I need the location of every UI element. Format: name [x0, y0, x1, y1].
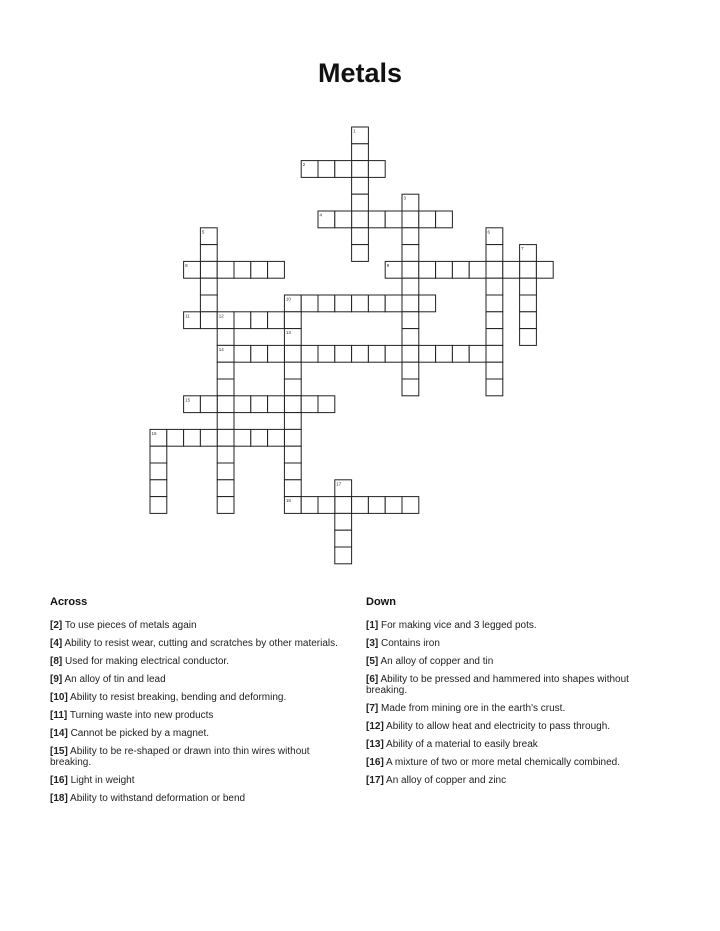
grid-cell[interactable] — [385, 497, 402, 514]
clue-text: An alloy of copper and zinc — [383, 775, 507, 786]
grid-cell[interactable] — [268, 312, 285, 329]
grid-cell[interactable] — [352, 211, 369, 228]
grid-cell[interactable] — [284, 379, 301, 396]
grid-cell[interactable] — [318, 295, 335, 312]
grid-cell[interactable] — [284, 429, 301, 446]
grid-cell[interactable] — [318, 161, 335, 178]
grid-cell[interactable] — [486, 379, 503, 396]
grid-cell[interactable] — [200, 396, 217, 413]
clue-number: [7] — [366, 703, 379, 714]
clue-number: [16] — [366, 757, 384, 768]
grid-cell[interactable] — [335, 211, 352, 228]
clue-number: [10] — [50, 692, 68, 703]
down-clue — [366, 674, 666, 696]
grid-cell[interactable] — [335, 513, 352, 530]
grid-cell[interactable] — [402, 312, 419, 329]
grid-cell[interactable] — [234, 429, 251, 446]
grid-cell[interactable] — [318, 396, 335, 413]
grid-cell[interactable] — [352, 228, 369, 245]
grid-cell[interactable] — [402, 211, 419, 228]
clue-number: [16] — [50, 775, 68, 786]
across-clue — [50, 674, 350, 685]
clue-text: An alloy of copper and tin — [378, 656, 494, 667]
clue-text: Ability to be pressed and hammered into shapes without breaking. — [366, 674, 629, 696]
grid-cell[interactable] — [368, 295, 385, 312]
grid-cell[interactable] — [150, 463, 167, 480]
grid-cell[interactable] — [284, 413, 301, 430]
clue-text: Ability to allow heat and electricity to pass through. — [383, 721, 611, 732]
grid-cell[interactable] — [335, 161, 352, 178]
grid-cell[interactable] — [251, 429, 268, 446]
grid-cell[interactable] — [184, 429, 201, 446]
grid-cell[interactable] — [335, 295, 352, 312]
grid-cell[interactable] — [217, 446, 234, 463]
clue-number-label: 13 — [285, 330, 291, 336]
grid-cell[interactable] — [402, 245, 419, 262]
grid-cell[interactable] — [436, 211, 453, 228]
grid-cell[interactable] — [217, 396, 234, 413]
clue-number: [5] — [366, 656, 379, 667]
grid-cell[interactable] — [419, 295, 436, 312]
grid-cell[interactable] — [469, 261, 486, 278]
grid-cell[interactable] — [402, 497, 419, 514]
grid-cell[interactable] — [486, 329, 503, 346]
grid-cell[interactable] — [251, 261, 268, 278]
grid-cell[interactable] — [402, 278, 419, 295]
grid-cell[interactable] — [200, 278, 217, 295]
grid-cell[interactable] — [268, 429, 285, 446]
grid-cell[interactable] — [234, 312, 251, 329]
grid-cell[interactable] — [268, 345, 285, 362]
clue-text: Ability of a material to easily break — [383, 739, 538, 750]
grid-cell[interactable] — [486, 261, 503, 278]
grid-cell[interactable] — [335, 345, 352, 362]
grid-cell[interactable] — [318, 345, 335, 362]
grid-cell[interactable] — [486, 345, 503, 362]
grid-cell[interactable] — [385, 295, 402, 312]
clue-number: [4] — [50, 638, 63, 649]
grid-cell[interactable] — [234, 345, 251, 362]
clue-number: [9] — [50, 674, 63, 685]
clue-text: Turning waste into new products — [67, 710, 214, 721]
across-clue — [50, 620, 350, 631]
grid-cell[interactable] — [200, 245, 217, 262]
grid-cell[interactable] — [520, 329, 537, 346]
down-clue — [366, 703, 666, 714]
clue-number: [17] — [366, 775, 384, 786]
down-clue — [366, 638, 666, 649]
grid-cell[interactable] — [368, 211, 385, 228]
grid-cell[interactable] — [520, 312, 537, 329]
grid-cell[interactable] — [284, 480, 301, 497]
clue-number-label: 2 — [302, 162, 306, 168]
grid-cell[interactable] — [251, 396, 268, 413]
grid-cell[interactable] — [234, 396, 251, 413]
grid-cell[interactable] — [402, 345, 419, 362]
grid-cell[interactable] — [284, 463, 301, 480]
across-clue — [50, 710, 350, 721]
grid-cell[interactable] — [520, 278, 537, 295]
grid-cell[interactable] — [268, 261, 285, 278]
grid-cell[interactable] — [385, 345, 402, 362]
clue-number: [12] — [366, 721, 384, 732]
down-heading: Down — [366, 596, 396, 608]
grid-cell[interactable] — [150, 446, 167, 463]
grid-cell[interactable] — [486, 295, 503, 312]
clue-number-label: 16 — [151, 430, 157, 436]
grid-cell[interactable] — [200, 295, 217, 312]
clue-number: [1] — [366, 620, 379, 631]
clue-text: Ability to be re-shaped or drawn into thin wires without breaking. — [50, 746, 310, 768]
clue-number: [15] — [50, 746, 68, 757]
grid-cell[interactable] — [217, 429, 234, 446]
clue-number: [6] — [366, 674, 379, 685]
grid-cell[interactable] — [217, 329, 234, 346]
grid-cell[interactable] — [352, 245, 369, 262]
clue-number-label: 5 — [201, 229, 205, 235]
grid-cell[interactable] — [452, 261, 469, 278]
grid-cell[interactable] — [352, 497, 369, 514]
grid-cell[interactable] — [284, 362, 301, 379]
grid-cell[interactable] — [352, 345, 369, 362]
clue-number-label: 17 — [336, 481, 342, 487]
grid-cell[interactable] — [402, 295, 419, 312]
grid-cell[interactable] — [436, 261, 453, 278]
grid-cell[interactable] — [402, 228, 419, 245]
grid-cell[interactable] — [335, 530, 352, 547]
clue-text: To use pieces of metals again — [62, 620, 197, 631]
grid-cell[interactable] — [486, 278, 503, 295]
grid-cell[interactable] — [352, 144, 369, 161]
clue-number: [14] — [50, 728, 68, 739]
grid-cell[interactable] — [419, 261, 436, 278]
grid-cell[interactable] — [217, 379, 234, 396]
grid-cell[interactable] — [200, 429, 217, 446]
down-clue — [366, 656, 666, 667]
grid-cell[interactable] — [352, 161, 369, 178]
clue-number: [13] — [366, 739, 384, 750]
grid-cell[interactable] — [301, 396, 318, 413]
across-heading: Across — [50, 596, 88, 608]
grid-cell[interactable] — [217, 362, 234, 379]
grid-cell[interactable] — [251, 312, 268, 329]
grid-cell[interactable] — [503, 261, 520, 278]
clue-text: Ability to resist breaking, bending and deforming. — [67, 692, 287, 703]
grid-cell[interactable] — [301, 345, 318, 362]
grid-cell[interactable] — [402, 379, 419, 396]
clue-number: [18] — [50, 793, 68, 804]
clue-text: A mixture of two or more metal chemically combined. — [383, 757, 620, 768]
across-clue — [50, 775, 350, 786]
clue-text: An alloy of tin and lead — [62, 674, 166, 685]
grid-cell[interactable] — [402, 261, 419, 278]
across-clue-list — [50, 620, 350, 804]
clue-text: Contains iron — [378, 638, 440, 649]
clue-number-label: 1 — [353, 128, 356, 134]
grid-cell[interactable] — [217, 413, 234, 430]
grid-cell[interactable] — [318, 497, 335, 514]
across-clues-column — [50, 596, 350, 811]
clue-number: [11] — [50, 710, 68, 721]
grid-cell[interactable] — [536, 261, 553, 278]
grid-cell[interactable] — [469, 345, 486, 362]
clue-number-label: 11 — [185, 313, 190, 319]
grid-cell[interactable] — [368, 497, 385, 514]
grid-cell[interactable] — [284, 446, 301, 463]
grid-cell[interactable] — [419, 345, 436, 362]
clue-number: [8] — [50, 656, 63, 667]
grid-cell[interactable] — [200, 312, 217, 329]
clue-number-label: 15 — [185, 397, 191, 403]
grid-cell[interactable] — [352, 177, 369, 194]
grid-cell[interactable] — [217, 463, 234, 480]
grid-cell[interactable] — [402, 362, 419, 379]
clue-number-label: 6 — [487, 229, 491, 235]
grid-cell[interactable] — [284, 312, 301, 329]
clue-text: Cannot be picked by a magnet. — [67, 728, 209, 739]
clue-text: Ability to withstand deformation or bend — [67, 793, 246, 804]
grid-cell[interactable] — [251, 345, 268, 362]
clue-number: [3] — [366, 638, 379, 649]
across-clue — [50, 692, 350, 703]
grid-cell[interactable] — [217, 261, 234, 278]
across-clue — [50, 793, 350, 804]
down-clue — [366, 620, 666, 631]
grid-cell[interactable] — [368, 345, 385, 362]
clue-text: For making vice and 3 legged pots. — [378, 620, 537, 631]
grid-cell[interactable] — [402, 329, 419, 346]
clue-number-label: 8 — [185, 262, 188, 268]
clue-text: Used for making electrical conductor. — [62, 656, 229, 667]
grid-cell[interactable] — [234, 261, 251, 278]
across-clue — [50, 656, 350, 667]
down-clue — [366, 757, 666, 768]
clue-number-label: 7 — [521, 246, 524, 252]
grid-cell[interactable] — [167, 429, 184, 446]
grid-cell[interactable] — [150, 497, 167, 514]
grid-cell[interactable] — [352, 295, 369, 312]
grid-cell[interactable] — [385, 211, 402, 228]
across-clue — [50, 728, 350, 739]
grid-cell[interactable] — [335, 547, 352, 564]
across-clue — [50, 746, 350, 768]
grid-cell[interactable] — [284, 396, 301, 413]
clue-text: Ability to resist wear, cutting and scratches by other materials. — [62, 638, 338, 649]
grid-cell[interactable] — [268, 396, 285, 413]
clue-number-label: 18 — [285, 498, 291, 504]
clue-number: [2] — [50, 620, 63, 631]
down-clues-column — [366, 596, 666, 793]
clue-number-label: 3 — [403, 195, 407, 201]
down-clue — [366, 775, 666, 786]
down-clue — [366, 721, 666, 732]
grid-cell[interactable] — [452, 345, 469, 362]
grid-cell[interactable] — [335, 497, 352, 514]
clue-number-label: 12 — [218, 313, 224, 319]
grid-cell[interactable] — [520, 295, 537, 312]
clue-number-label: 9 — [386, 262, 390, 268]
grid-cell[interactable] — [217, 480, 234, 497]
grid-cell[interactable] — [284, 345, 301, 362]
grid-cell[interactable] — [486, 245, 503, 262]
grid-cell[interactable] — [419, 211, 436, 228]
grid-cell[interactable] — [200, 261, 217, 278]
grid-cell[interactable] — [301, 497, 318, 514]
page-title: Metals — [317, 58, 403, 88]
clue-text: Made from mining ore in the earth's crust. — [378, 703, 566, 714]
grid-cell[interactable] — [436, 345, 453, 362]
grid-cell[interactable] — [150, 480, 167, 497]
grid-cell[interactable] — [301, 295, 318, 312]
clue-number-label: 4 — [319, 212, 323, 218]
grid-cell[interactable] — [486, 312, 503, 329]
grid-cell[interactable] — [352, 194, 369, 211]
clue-number-label: 10 — [285, 296, 291, 302]
grid-cell[interactable] — [368, 161, 385, 178]
across-clue — [50, 638, 350, 649]
clue-text: Light in weight — [67, 775, 135, 786]
grid-cell[interactable] — [217, 497, 234, 514]
grid-cell[interactable] — [486, 362, 503, 379]
down-clue — [366, 739, 666, 750]
clue-number-label: 14 — [218, 346, 224, 352]
grid-cell[interactable] — [520, 261, 537, 278]
down-clue-list — [366, 620, 666, 786]
